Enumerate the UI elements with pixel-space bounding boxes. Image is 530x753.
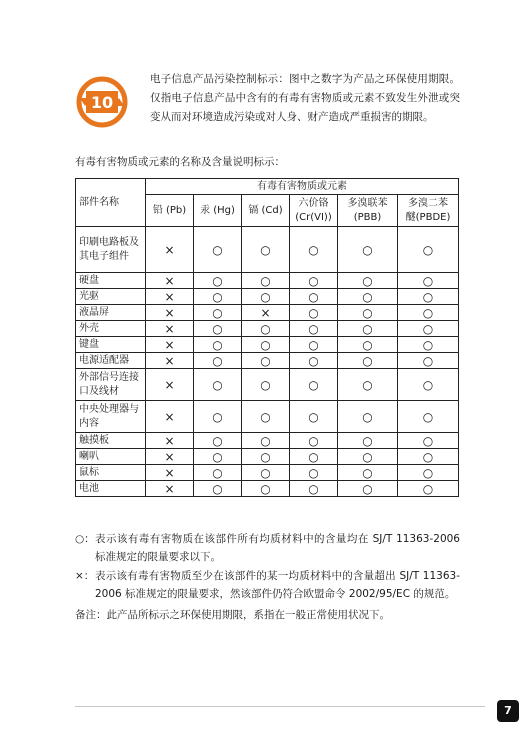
table-row — [76, 227, 459, 273]
compliant-mark: ○ — [242, 481, 290, 497]
compliant-mark: ○ — [242, 227, 290, 273]
svg-text:10: 10 — [90, 93, 114, 112]
compliant-mark: ○ — [338, 337, 398, 353]
substance-name: 汞 (Hg) — [200, 204, 235, 216]
note-cross — [75, 568, 460, 603]
compliant-mark: ○ — [398, 481, 459, 497]
substance-symbol: (Cr(VI)) — [295, 211, 332, 223]
compliant-mark: ○ — [290, 433, 338, 449]
part-name-cell: 中央处理器与内容 — [76, 401, 146, 433]
substance-header — [146, 195, 194, 227]
exceeds-mark: × — [146, 401, 194, 433]
table-row — [76, 289, 459, 305]
compliant-mark: ○ — [290, 337, 338, 353]
compliant-mark: ○ — [194, 353, 242, 369]
compliant-mark: ○ — [242, 321, 290, 337]
exceeds-mark: × — [146, 321, 194, 337]
compliant-mark: ○ — [194, 289, 242, 305]
compliant-mark: ○ — [194, 465, 242, 481]
compliant-mark: ○ — [242, 369, 290, 401]
compliant-mark: ○ — [398, 227, 459, 273]
page-number: 7 — [497, 700, 519, 722]
substance-group-header: 有毒有害物质或元素 — [146, 179, 459, 195]
exceeds-mark: × — [146, 305, 194, 321]
part-name-cell: 鼠标 — [76, 465, 146, 481]
compliant-mark: ○ — [398, 273, 459, 289]
compliant-mark: ○ — [398, 289, 459, 305]
substance-name: 多溴二苯 — [408, 197, 449, 209]
note-symbol: ○： — [75, 533, 95, 545]
environmental-protection-period-logo — [76, 76, 128, 128]
hazardous-substance-table — [75, 178, 459, 497]
table-row — [76, 305, 459, 321]
compliant-mark: ○ — [338, 273, 398, 289]
exceeds-mark: × — [146, 449, 194, 465]
part-name-cell: 光驱 — [76, 289, 146, 305]
compliant-mark: ○ — [290, 289, 338, 305]
compliant-mark: ○ — [398, 337, 459, 353]
compliant-mark: ○ — [398, 369, 459, 401]
compliant-mark: ○ — [290, 227, 338, 273]
compliant-mark: ○ — [290, 449, 338, 465]
intro-paragraph: 电子信息产品污染控制标示：图中之数字为产品之环保使用期限。仅指电子信息产品中含有的有毒有害物质或元素不致发生外泄或突变从而对环境造成污染或对人身、财产造成严重损害的期限。 — [150, 73, 460, 123]
part-name-header: 部件名称 — [76, 179, 146, 227]
substance-name: 多溴联苯 — [347, 197, 388, 209]
table-row — [76, 401, 459, 433]
compliant-mark: ○ — [242, 449, 290, 465]
compliant-mark: ○ — [290, 321, 338, 337]
compliant-mark: ○ — [338, 401, 398, 433]
table-row — [76, 369, 459, 401]
substance-name: 镉 (Cd) — [248, 204, 283, 216]
compliant-mark: ○ — [398, 305, 459, 321]
exceeds-mark: × — [146, 433, 194, 449]
compliant-mark: ○ — [194, 227, 242, 273]
table-row — [76, 465, 459, 481]
compliant-mark: ○ — [338, 227, 398, 273]
exceeds-mark: × — [146, 337, 194, 353]
exceeds-mark: × — [146, 465, 194, 481]
exceeds-mark: × — [242, 305, 290, 321]
part-name-cell: 外部信号连接口及线材 — [76, 369, 146, 401]
table-row — [76, 353, 459, 369]
substance-symbol: (PBB) — [353, 211, 382, 223]
exceeds-mark: × — [146, 353, 194, 369]
table-row — [76, 433, 459, 449]
exceeds-mark: × — [146, 369, 194, 401]
compliant-mark: ○ — [194, 305, 242, 321]
part-name-cell: 硬盘 — [76, 273, 146, 289]
note-text: 表示该有毒有害物质至少在该部件的某一均质材料中的含量超出 SJ/T 11363-2006 标准规定的限量要求，然该部件仍符合欧盟命令 2002/95/EC 的规范。 — [95, 570, 460, 600]
exceeds-mark: × — [146, 273, 194, 289]
compliant-mark: ○ — [398, 449, 459, 465]
compliant-mark: ○ — [194, 321, 242, 337]
substance-name: 铅 (Pb) — [152, 204, 187, 216]
table-row — [76, 449, 459, 465]
compliant-mark: ○ — [338, 433, 398, 449]
compliant-mark: ○ — [398, 353, 459, 369]
substance-header — [290, 195, 338, 227]
compliant-mark: ○ — [242, 433, 290, 449]
note-text: 表示该有毒有害物质在该部件所有均质材料中的含量均在 SJ/T 11363-2006 标准规定的限量要求以下。 — [95, 533, 460, 563]
compliant-mark: ○ — [194, 337, 242, 353]
compliant-mark: ○ — [398, 465, 459, 481]
part-name-cell: 电池 — [76, 481, 146, 497]
exceeds-mark: × — [146, 481, 194, 497]
compliant-mark: ○ — [242, 401, 290, 433]
substance-header — [194, 195, 242, 227]
compliant-mark: ○ — [338, 369, 398, 401]
section-title: 有毒有害物质或元素的名称及含量说明标示： — [75, 156, 285, 168]
compliant-mark: ○ — [290, 401, 338, 433]
compliant-mark: ○ — [194, 433, 242, 449]
table-row — [76, 273, 459, 289]
compliant-mark: ○ — [194, 273, 242, 289]
compliant-mark: ○ — [290, 305, 338, 321]
compliant-mark: ○ — [338, 449, 398, 465]
compliant-mark: ○ — [242, 465, 290, 481]
compliant-mark: ○ — [338, 289, 398, 305]
table-row — [76, 321, 459, 337]
substance-symbol: 醚(PBDE) — [405, 211, 451, 223]
part-name-cell: 印刷电路板及其电子组件 — [76, 227, 146, 273]
part-name-cell: 触摸板 — [76, 433, 146, 449]
compliant-mark: ○ — [290, 273, 338, 289]
part-name-cell: 外壳 — [76, 321, 146, 337]
compliant-mark: ○ — [338, 353, 398, 369]
compliant-mark: ○ — [290, 369, 338, 401]
exceeds-mark: × — [146, 289, 194, 305]
part-name-cell: 喇叭 — [76, 449, 146, 465]
compliant-mark: ○ — [338, 481, 398, 497]
substance-header — [338, 195, 398, 227]
exceeds-mark: × — [146, 227, 194, 273]
compliant-mark: ○ — [242, 273, 290, 289]
compliant-mark: ○ — [290, 481, 338, 497]
compliant-mark: ○ — [290, 353, 338, 369]
note-circle — [75, 531, 460, 566]
compliant-mark: ○ — [398, 401, 459, 433]
compliant-mark: ○ — [242, 289, 290, 305]
compliant-mark: ○ — [194, 369, 242, 401]
compliant-mark: ○ — [398, 321, 459, 337]
compliant-mark: ○ — [338, 305, 398, 321]
notes-section — [75, 531, 460, 625]
compliant-mark: ○ — [338, 321, 398, 337]
part-name-cell: 液晶屏 — [76, 305, 146, 321]
compliant-mark: ○ — [242, 337, 290, 353]
compliant-mark: ○ — [338, 465, 398, 481]
note-symbol: ×： — [75, 570, 95, 582]
part-name-cell: 键盘 — [76, 337, 146, 353]
substance-name: 六价铬 — [298, 197, 329, 209]
compliant-mark: ○ — [194, 481, 242, 497]
compliant-mark: ○ — [398, 433, 459, 449]
part-name-cell: 电源适配器 — [76, 353, 146, 369]
compliant-mark: ○ — [242, 353, 290, 369]
substance-header — [242, 195, 290, 227]
substance-header — [398, 195, 459, 227]
table-row — [76, 337, 459, 353]
remark: 备注：此产品所标示之环保使用期限，系指在一般正常使用状况下。 — [75, 609, 390, 621]
footer-divider — [75, 706, 485, 707]
compliant-mark: ○ — [290, 465, 338, 481]
table-row — [76, 481, 459, 497]
compliant-mark: ○ — [194, 401, 242, 433]
compliant-mark: ○ — [194, 449, 242, 465]
